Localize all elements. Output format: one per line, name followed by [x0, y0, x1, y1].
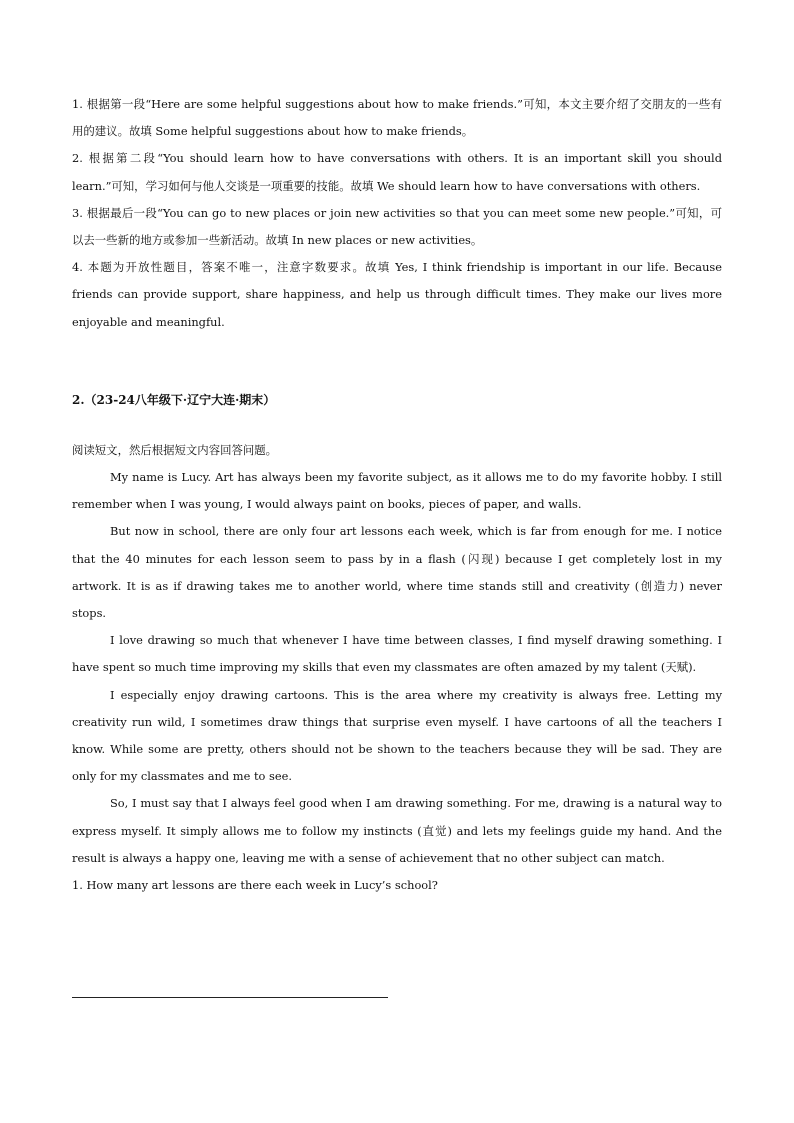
- question-heading: 2.（23-24八年级下·辽宁大连·期末）: [72, 393, 276, 407]
- answer-explanations: [72, 91, 722, 336]
- passage-paragraph-4: I especially enjoy drawing cartoons. This is the area where my creativity is always free. Letting my creativity run wild, I sometimes draw things that surprise even myself. I have cartoons of all the teachers I know. While some are pretty, others should not be shown to the teachers because they will be sad. They are only for my classmates and me to see.: [72, 687, 722, 784]
- passage-paragraph-1: My name is Lucy. Art has always been my favorite subject, as it allows me to do my favorite hobby. I still remember when I was young, I would always paint on books, pieces of paper, and walls.: [72, 470, 722, 512]
- comprehension-question-1: 1. How many art lessons are there each week in Lucy’s school?: [72, 878, 438, 893]
- answer-explanation-1: 1. 根据第一段“Here are some helpful suggestions about how to make friends.”可知，本文主要介绍了交朋友的一些有用的建议。故填 Some helpful suggestions about how to make friends。: [72, 97, 722, 139]
- answer-explanation-2: 2. 根据第二段“You should learn how to have conversations with others. It is an important skill you should learn.”可知，学习如何与他人交谈是一项重要的技能。故填 We should learn how to have conversations with others.: [72, 151, 722, 193]
- answer-explanation-3: 3. 根据最后一段“You can go to new places or join new activities so that you can meet some new people.”可知，可以去一些新的地方或参加一些新活动。故填 In new places or new activities。: [72, 205, 722, 248]
- passage-paragraph-2: But now in school, there are only four art lessons each week, which is far from enough for me. I notice that the 40 minutes for each lesson seem to pass by in a flash (闪现) because I get completely lost in my artwork. It is as if drawing takes me to another world, where time stands still and creativity (创造力) never stops.: [72, 524, 722, 621]
- answer-explanation-4: 4. 本题为开放性题目，答案不唯一，注意字数要求。故填 Yes, I think friendship is important in our life. Because friends can provide support, share happiness, and help us through difficult times. They make our lives more enjoyable and meaningful.: [72, 260, 722, 329]
- reading-passage: [72, 464, 722, 899]
- passage-paragraph-5: So, I must say that I always feel good when I am drawing something. For me, drawing is a natural way to express myself. It simply allows me to follow my instincts (直觉) and lets my feelings guide my hand. And the result is always a happy one, leaving me with a sense of achievement that no other subject can match.: [72, 796, 722, 865]
- reading-instruction: 阅读短文，然后根据短文内容回答问题。: [72, 443, 278, 457]
- answer-blank-line[interactable]: [72, 997, 388, 998]
- passage-paragraph-3: I love drawing so much that whenever I have time between classes, I find myself drawing something. I have spent so much time improving my skills that even my classmates are often amazed by my talent (天赋).: [72, 633, 722, 675]
